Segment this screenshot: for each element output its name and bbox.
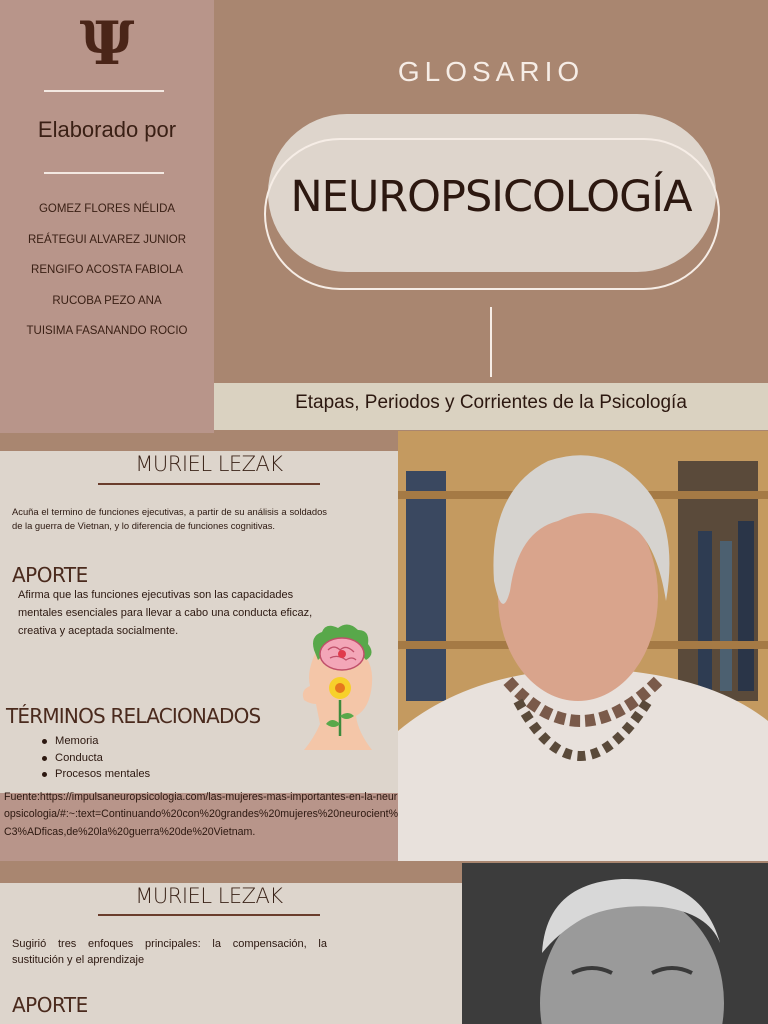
head-flower-illustration [296, 620, 380, 758]
subtitle: Etapas, Periodos y Corrientes de la Psicología [295, 392, 687, 413]
divider [98, 914, 320, 916]
divider [490, 307, 492, 377]
aporte-heading: APORTE [12, 563, 88, 587]
psi-logo: Ψ [79, 9, 135, 79]
kicker: GLOSARIO [397, 56, 585, 87]
aporte-text: Afirma que las funciones ejecutivas son las capacidades mentales esenciales para llevar a cabo una conducta eficaz, creativa y aceptada socialmente. [18, 589, 313, 637]
divider [44, 172, 164, 174]
author-name: GOMEZ FLORES NÉLIDA [38, 203, 176, 215]
portrait-photo [462, 863, 768, 1024]
divider [98, 483, 320, 485]
list-item: Memoria [42, 733, 242, 750]
list-item: Procesos mentales [42, 766, 242, 783]
source-link[interactable]: Fuente:https://impulsaneuropsicologia.com/las-mujeres-mas-importantes-en-la-neuropsicologia/#:~:text=Continuando%20con%20grandes%20mujeres%20neurocient%C3%ADficas,de%20la%20guerra%20de%20Vietnam. [4, 791, 399, 838]
author-list [0, 198, 214, 351]
list-item: Conducta [42, 750, 242, 767]
author-name: TUISIMA FASANANDO ROCIO [26, 325, 188, 338]
entry-name: MURIEL LEZAK [135, 452, 283, 476]
author-name: REÁTEGUI ALVAREZ JUNIOR [27, 233, 187, 246]
entry-description: Acuña el termino de funciones ejecutivas, a partir de su análisis a soldados de la guerra de Vietnan, y lo diferencia de funciones cognitivas. [12, 506, 327, 531]
terms-heading: TÉRMINOS RELACIONADOS [6, 704, 261, 728]
page-title: NEUROPSICOLOGÍA [290, 172, 692, 222]
entry-description: Sugirió tres enfoques principales: la compensación, la sustitución y el aprendizaje [12, 938, 327, 966]
terms-list [42, 733, 242, 783]
entry-name: MURIEL LEZAK [135, 884, 283, 908]
author-name: RENGIFO ACOSTA FABIOLA [31, 264, 183, 277]
aporte-heading: APORTE [12, 993, 88, 1017]
author-heading: Elaborado por [37, 117, 177, 142]
portrait-photo [398, 431, 768, 861]
author-name: RUCOBA PEZO ANA [52, 294, 162, 307]
divider [44, 90, 164, 92]
